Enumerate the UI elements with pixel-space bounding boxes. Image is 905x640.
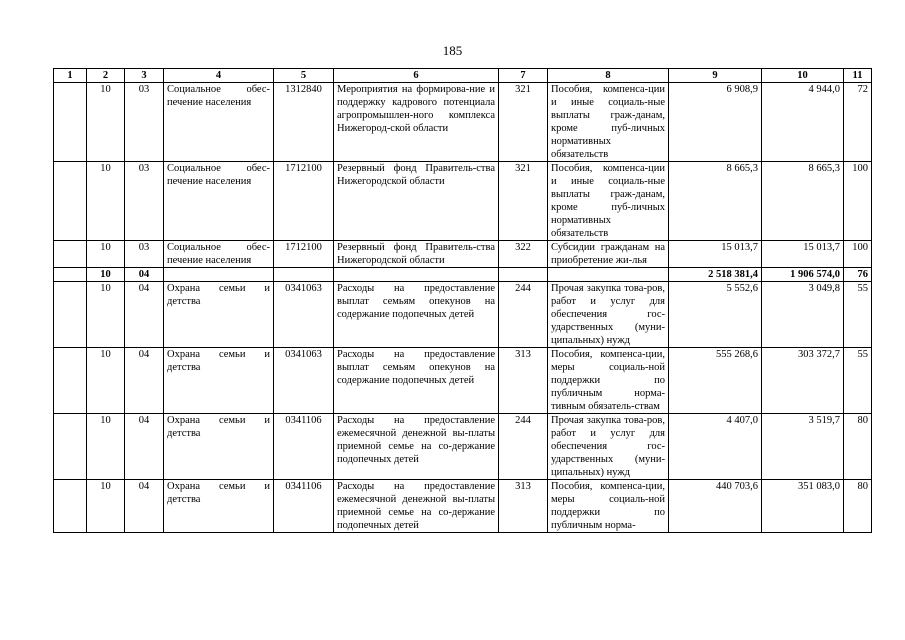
cell-actual: 4 944,0: [762, 83, 844, 162]
cell-percent: 55: [844, 348, 872, 414]
table-row: [54, 282, 872, 348]
column-header: 11: [844, 69, 872, 83]
cell-expense-type: 321: [499, 83, 548, 162]
cell-subsection-name: Социальное обес-печение населения: [164, 241, 274, 268]
header-row: [54, 69, 872, 83]
cell-actual: 1 906 574,0: [762, 268, 844, 282]
cell-section: 10: [87, 480, 125, 533]
cell-subsection: 04: [125, 268, 164, 282]
cell-expense-name: Прочая закупка това-ров, работ и услуг для обеспечения гос-ударственных (муни-ципальных) нужд: [548, 282, 669, 348]
cell-percent: 80: [844, 480, 872, 533]
cell-target-article: 0341063: [274, 348, 334, 414]
cell-article-name: Расходы на предоставление ежемесячной денежной вы-платы приемной семье на со-держание подопечных детей: [334, 480, 499, 533]
cell-subsection: 04: [125, 414, 164, 480]
cell-percent: 55: [844, 282, 872, 348]
cell-target-article: 1312840: [274, 83, 334, 162]
cell-section: 10: [87, 241, 125, 268]
cell-subsection-name: Охрана семьи и детства: [164, 414, 274, 480]
cell-expense-type: 321: [499, 162, 548, 241]
table-row: [54, 162, 872, 241]
cell-percent: 100: [844, 162, 872, 241]
cell-target-article: 1712100: [274, 241, 334, 268]
cell-section: 10: [87, 414, 125, 480]
cell-expense-name: Субсидии гражданам на приобретение жи-лья: [548, 241, 669, 268]
column-header: 10: [762, 69, 844, 83]
cell-subsection-name: Охрана семьи и детства: [164, 480, 274, 533]
column-header: 4: [164, 69, 274, 83]
cell-index: [54, 348, 87, 414]
cell-subsection-name: Социальное обес-печение населения: [164, 162, 274, 241]
cell-article-name: Резервный фонд Правитель-ства Нижегородской области: [334, 162, 499, 241]
cell-article-name: Расходы на предоставление выплат семьям опекунов на содержание подопечных детей: [334, 348, 499, 414]
cell-index: [54, 83, 87, 162]
cell-percent: 100: [844, 241, 872, 268]
cell-planned: 6 908,9: [669, 83, 762, 162]
budget-table: [53, 68, 872, 533]
cell-subsection: 04: [125, 282, 164, 348]
cell-expense-type: 313: [499, 480, 548, 533]
table-row: [54, 241, 872, 268]
cell-target-article: 0341106: [274, 480, 334, 533]
cell-index: [54, 241, 87, 268]
column-header: 3: [125, 69, 164, 83]
cell-subsection-name: Социальное обес-печение населения: [164, 83, 274, 162]
column-header: 5: [274, 69, 334, 83]
cell-index: [54, 414, 87, 480]
cell-expense-type: 244: [499, 414, 548, 480]
table-row: [54, 480, 872, 533]
cell-target-article: 1712100: [274, 162, 334, 241]
cell-actual: 3 519,7: [762, 414, 844, 480]
cell-section: 10: [87, 348, 125, 414]
cell-article-name: Мероприятия на формирова-ние и поддержку кадрового потенциала агропромышлен-ного комплекса Нижегород-ской области: [334, 83, 499, 162]
cell-expense-name: Пособия, компенса-ции и иные социаль-ные выплаты граж-данам, кроме пуб-личных нормативных обязательств: [548, 162, 669, 241]
cell-actual: 303 372,7: [762, 348, 844, 414]
column-header: 8: [548, 69, 669, 83]
cell-planned: 4 407,0: [669, 414, 762, 480]
cell-subsection-name: Охрана семьи и детства: [164, 348, 274, 414]
cell-planned: 8 665,3: [669, 162, 762, 241]
cell-actual: 15 013,7: [762, 241, 844, 268]
cell-percent: 80: [844, 414, 872, 480]
cell-actual: 3 049,8: [762, 282, 844, 348]
cell-article-name: Расходы на предоставление ежемесячной денежной вы-платы приемной семье на со-держание подопечных детей: [334, 414, 499, 480]
cell-index: [54, 162, 87, 241]
cell-actual: 8 665,3: [762, 162, 844, 241]
cell-expense-type: 313: [499, 348, 548, 414]
cell-subsection: 03: [125, 83, 164, 162]
column-header: 9: [669, 69, 762, 83]
column-header: 1: [54, 69, 87, 83]
table-row: [54, 348, 872, 414]
cell-planned: 2 518 381,4: [669, 268, 762, 282]
subtotal-row: [54, 268, 872, 282]
cell-subsection-name: [164, 268, 274, 282]
cell-planned: 440 703,6: [669, 480, 762, 533]
cell-index: [54, 268, 87, 282]
page-number: 185: [442, 43, 463, 58]
cell-expense-type: 322: [499, 241, 548, 268]
cell-expense-name: [548, 268, 669, 282]
cell-planned: 15 013,7: [669, 241, 762, 268]
column-header: 7: [499, 69, 548, 83]
cell-actual: 351 083,0: [762, 480, 844, 533]
cell-target-article: 0341063: [274, 282, 334, 348]
cell-expense-name: Пособия, компенса-ции, меры социаль-ной поддержки по публичным норма-: [548, 480, 669, 533]
cell-expense-type: [499, 268, 548, 282]
cell-planned: 5 552,6: [669, 282, 762, 348]
cell-section: 10: [87, 282, 125, 348]
table-row: [54, 83, 872, 162]
cell-subsection: 03: [125, 162, 164, 241]
cell-expense-type: 244: [499, 282, 548, 348]
column-header: 2: [87, 69, 125, 83]
cell-article-name: Резервный фонд Правитель-ства Нижегородской области: [334, 241, 499, 268]
cell-target-article: 0341106: [274, 414, 334, 480]
cell-target-article: [274, 268, 334, 282]
cell-index: [54, 282, 87, 348]
cell-percent: 72: [844, 83, 872, 162]
cell-subsection-name: Охрана семьи и детства: [164, 282, 274, 348]
cell-expense-name: Пособия, компенса-ции, меры социаль-ной поддержки по публичным норма-тивным обязатель-ствам: [548, 348, 669, 414]
cell-section: 10: [87, 268, 125, 282]
cell-section: 10: [87, 83, 125, 162]
cell-index: [54, 480, 87, 533]
cell-section: 10: [87, 162, 125, 241]
cell-subsection: 03: [125, 241, 164, 268]
cell-subsection: 04: [125, 480, 164, 533]
cell-expense-name: Пособия, компенса-ции и иные социаль-ные выплаты граж-данам, кроме пуб-личных нормативных обязательств: [548, 83, 669, 162]
cell-article-name: Расходы на предоставление выплат семьям опекунов на содержание подопечных детей: [334, 282, 499, 348]
cell-percent: 76: [844, 268, 872, 282]
cell-subsection: 04: [125, 348, 164, 414]
cell-article-name: [334, 268, 499, 282]
cell-expense-name: Прочая закупка това-ров, работ и услуг для обеспечения гос-ударственных (муни-ципальных) нужд: [548, 414, 669, 480]
table-row: [54, 414, 872, 480]
cell-planned: 555 268,6: [669, 348, 762, 414]
column-header: 6: [334, 69, 499, 83]
